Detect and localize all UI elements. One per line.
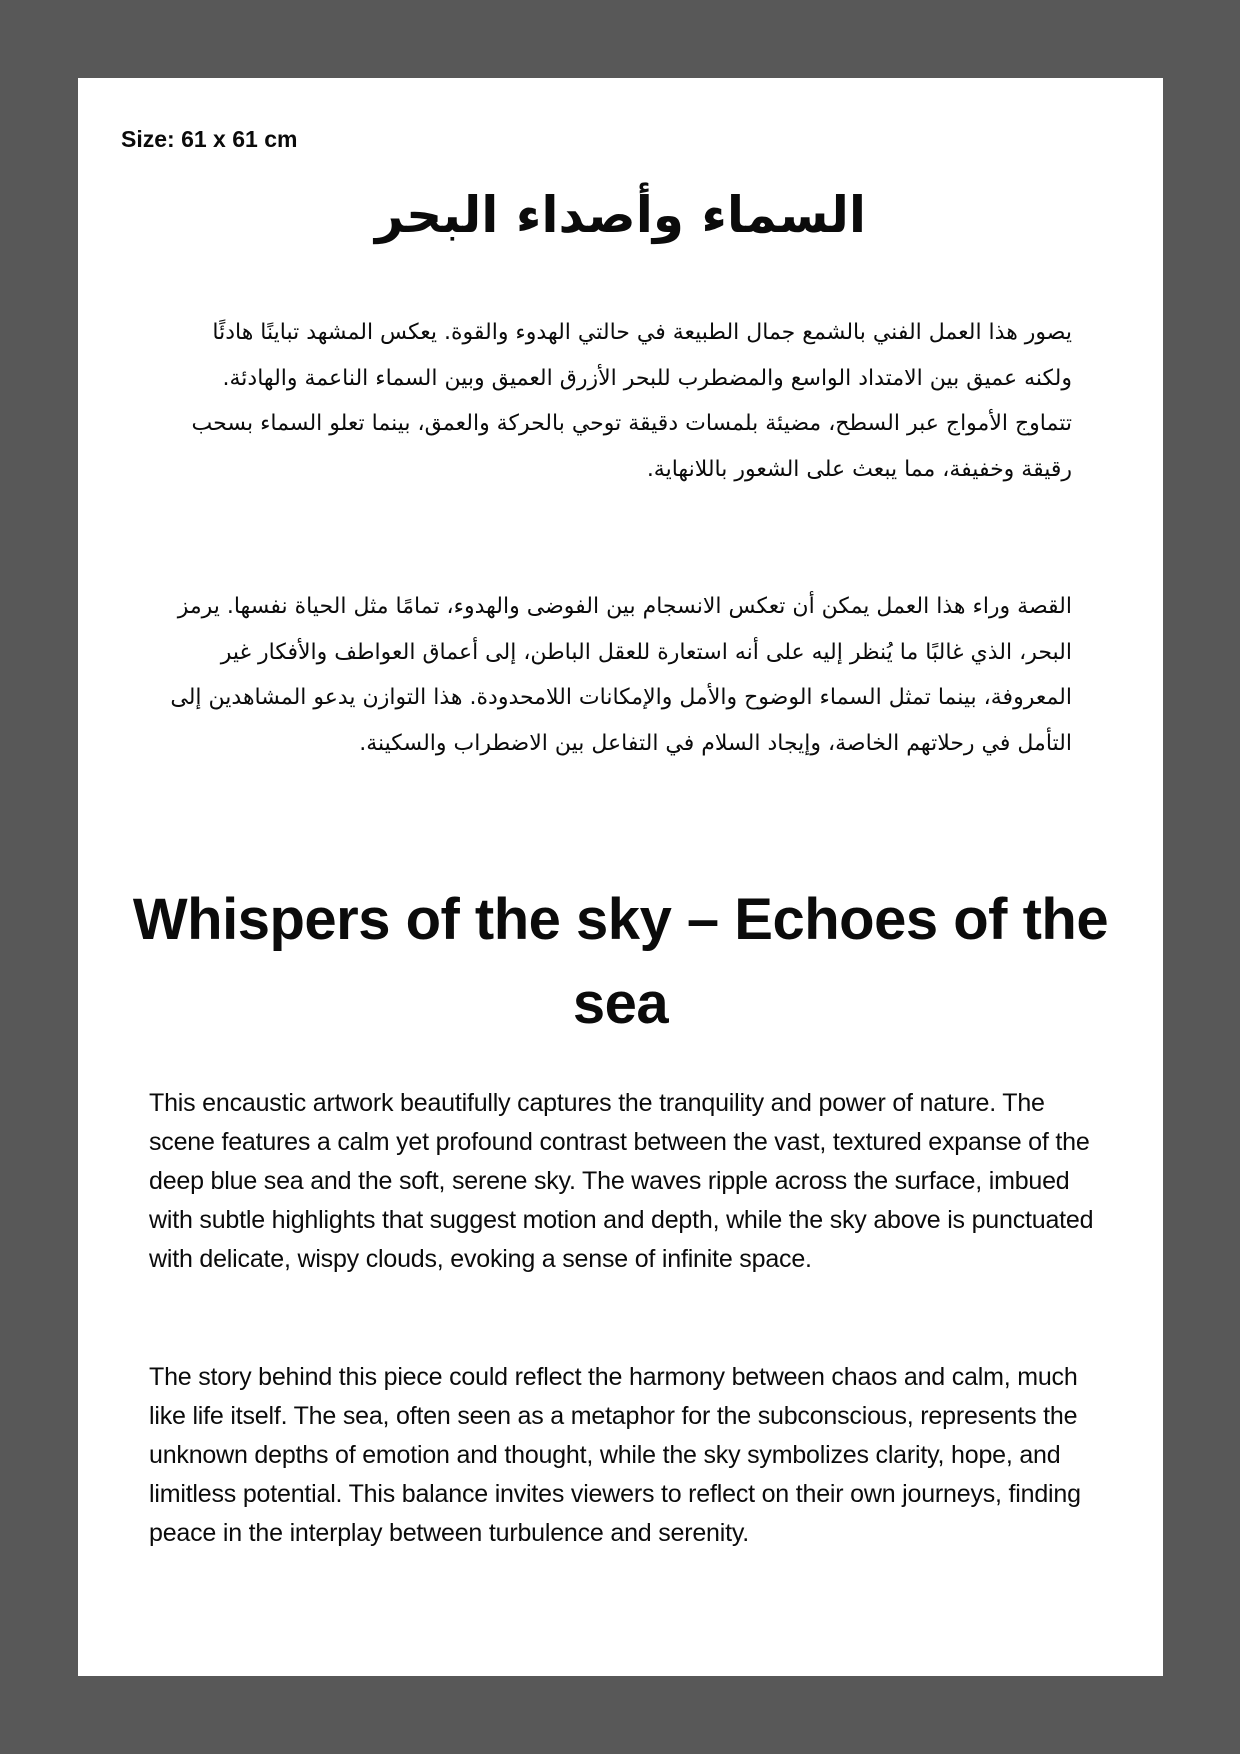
- arabic-paragraph-1: يصور هذا العمل الفني بالشمع جمال الطبيعة في حالتي الهدوء والقوة. يعكس المشهد تباينًا هادئًا ولكنه عميق بين الامتداد الواسع والمضطرب للبحر الأزرق العميق وبين السماء الناعمة والهادئة. تتماوج الأمواج عبر السطح، مضيئة بلمسات دقيقة توحي بالحركة والعمق، بينما تعلو السماء بسحب رقيقة وخفيفة، مما يبعث على الشعور باللانهاية.: [191, 320, 1072, 482]
- arabic-title: السماء وأصداء البحر: [374, 186, 867, 244]
- english-paragraph-1: This encaustic artwork beautifully captures the tranquility and power of nature. The scene features a calm yet profound contrast between the vast, textured expanse of the deep blue sea and the soft, serene sky. The waves ripple across the surface, imbued with subtle highlights that suggest motion and depth, while the sky above is punctuated with delicate, wispy clouds, evoking a sense of infinite space.: [149, 1089, 1094, 1273]
- arabic-paragraph-2: القصة وراء هذا العمل يمكن أن تعكس الانسجام بين الفوضى والهدوء، تمامًا مثل الحياة نفسها. يرمز البحر، الذي غالبًا ما يُنظر إليه على أنه استعارة للعقل الباطن، إلى أعماق العواطف والأفكار غير المعروفة، بينما تمثل السماء الوضوح والأمل والإمكانات اللامحدودة. هذا التوازن يدعو المشاهدين إلى التأمل في رحلاتهم الخاصة، وإيجاد السلام في التفاعل بين الاضطراب والسكينة.: [170, 594, 1072, 756]
- english-paragraph-2: The story behind this piece could reflect the harmony between chaos and calm, much like life itself. The sea, often seen as a metaphor for the subconscious, represents the unknown depths of emotion and thought, while the sky symbolizes clarity, hope, and limitless potential. This balance invites viewers to reflect on their own journeys, finding peace in the interplay between turbulence and serenity.: [149, 1363, 1081, 1547]
- english-title: Whispers of the sky – Echoes of the sea: [132, 887, 1109, 1036]
- artwork-size-label: Size: 61 x 61 cm: [121, 126, 298, 152]
- document-page: [78, 78, 1163, 1676]
